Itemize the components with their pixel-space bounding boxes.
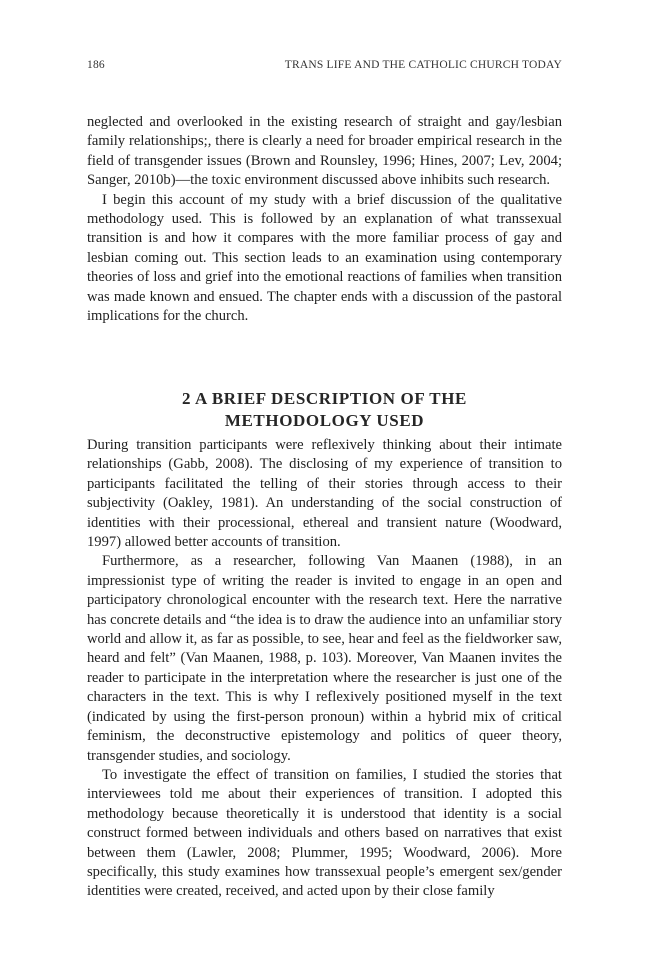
paragraph: To investigate the effect of transition on families, I studied the stories that interviewees told me about their experiences of transition. I adopted this methodology because theoretically it is understood that identity is a social construct formed between individuals and others based on narratives that exist between them (Lawler, 2008; Plummer, 1995; Woodward, 2006). More specifically, this study examines how transsexual people’s emergent sex/gender identities were created, received, and acted upon by their close family (87, 766, 562, 900)
running-head (87, 59, 562, 77)
page-number: 186 (87, 59, 105, 71)
section-heading-line-2: METHODOLOGY USED (224, 411, 425, 431)
section-heading-line-1: 2 A BRIEF DESCRIPTION OF THE (182, 389, 467, 409)
body-text-section-1 (87, 113, 562, 326)
body-text-section-2 (87, 436, 562, 902)
paragraph: During transition participants were reflexively thinking about their intimate relationships (Gabb, 2008). The disclosing of my experience of transition to participants facilitated the telling of their stories through access to their subjectivity (Oakley, 1981). An understanding of the social construction of identities with their processional, ethereal and transient nature (Woodward, 1997) allowed better accounts of transition. (87, 437, 562, 551)
paragraph: I begin this account of my study with a brief discussion of the qualitative methodology used. This is followed by an explanation of what transsexual transition is and how it compares with the more familiar process of gay and lesbian coming out. This section leads to an examination using contemporary theories of loss and grief into the emotional reactions of families when transition was made known and ensued. The chapter ends with a discussion of the pastoral implications for the church. (87, 191, 562, 325)
section-heading (87, 388, 562, 432)
paragraph: Furthermore, as a researcher, following Van Maanen (1988), in an impressionist type of writing the reader is invited to engage in an open and participatory chronological encounter with the research text. Here the narrative has concrete details and “the idea is to draw the audience into an unfamiliar story world and allow it, as far as possible, to see, hear and feel as the fieldworker saw, heard and felt” (Van Maanen, 1988, p. 103). Moreover, Van Maanen invites the reader to participate in the interpretation where the researcher is just one of the characters in the text. This is why I reflexively positioned myself in the text (indicated by using the first-person pronoun) within a hybrid mix of critical feminism, the deconstructive epistemology and politics of queer theory, transgender studies, and sociology. (87, 553, 562, 764)
running-head-title: TRANS LIFE AND THE CATHOLIC CHURCH TODAY (284, 59, 562, 71)
paragraph: neglected and overlooked in the existing research of straight and gay/lesbian family relationships;, there is clearly a need for broader empirical research in the field of transgender issues (Brown and Rounsley, 1996; Hines, 2007; Lev, 2004; Sanger, 2010b)—the toxic environment discussed above inhibits such research. (87, 114, 562, 189)
